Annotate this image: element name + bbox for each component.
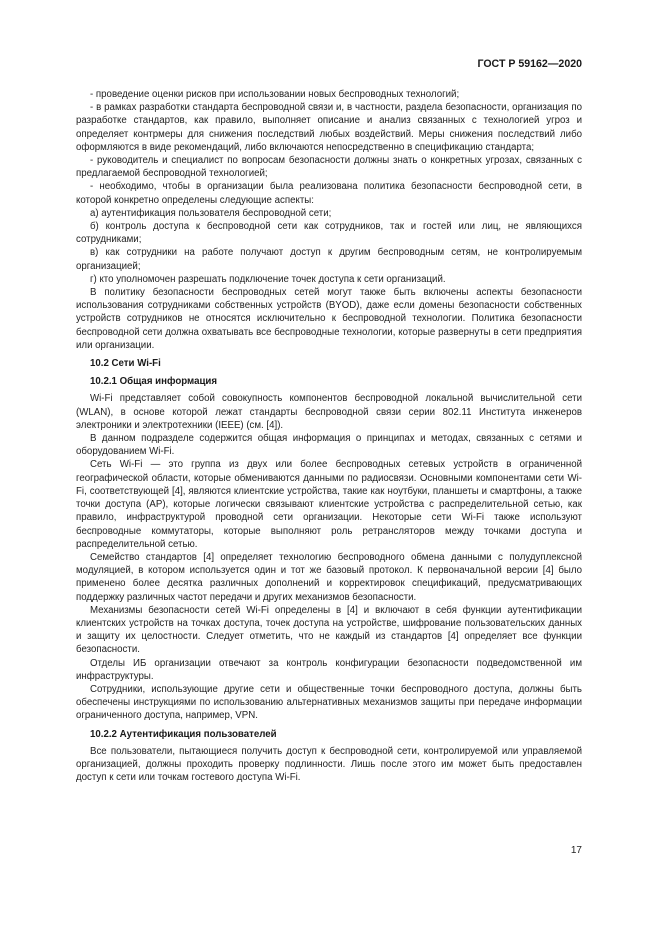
list-item-g: г) кто уполномочен разрешать подключение точек доступа к сети организаций. (90, 273, 446, 285)
byod-paragraph: В политику безопасности беспроводных сетей могут также быть включены аспекты безопасности использования сотрудниками собственных устройств (BYOD), даже если домены безопасности собственных устройств сотрудников не относятся исключительно к беспроводной технологии. Политика безопасности беспроводной сети должна охватывать все беспроводные технологии, которые развернуты в сети предприятия или организации. (76, 287, 582, 351)
section-heading-10-2-2: 10.2.2 Аутентификация пользователей (90, 728, 277, 740)
standard-header: ГОСТ Р 59162—2020 (477, 58, 582, 70)
list-item-security-policy: - необходимо, чтобы в организации была реализована политика безопасности беспроводной сети, в которой конкретно определены следующие аспекты: (76, 181, 582, 206)
list-item-a: а) аутентификация пользователя беспроводной сети; (90, 207, 332, 219)
list-item-b: б) контроль доступа к беспроводной сети как сотрудников, так и гостей или лиц, не являющихся сотрудниками; (76, 221, 582, 246)
paragraph: В данном подразделе содержится общая информация о принципах и методах, связанных с сетями и оборудованием Wi-Fi. (76, 433, 582, 458)
paragraph: Wi-Fi представляет собой совокупность компонентов беспроводной локальной вычислительной сети (WLAN), в основе которой лежат стандарты беспроводной связи серии 802.11 Института инженеров электроники и электротехники (IEEE) (см. [4]). (76, 393, 582, 431)
page-number: 17 (570, 845, 582, 856)
list-item-standard-development: - в рамках разработки стандарта беспроводной связи и, в частности, раздела безопасности, организация по разработке стандартов, как правило, выполняет описание и анализ связанных с технологией угроз и определяет контрмеры для снижения последствий любых воздействий. Меры снижения последствий либо оформляются в виде рекомендаций, либо включаются непосредственно в спецификацию стандарта; (76, 102, 582, 153)
paragraph: Механизмы безопасности сетей Wi-Fi определены в [4] и включают в себя функции аутентификации клиентских устройств на точках доступа, точек доступа на устройстве, шифрование пользовательских данных и защиту их целостности. Следует отметить, что не каждый из стандартов [4] определяет все функции безопасности. (76, 604, 582, 656)
paragraph: Отделы ИБ организации отвечают за контроль конфигурации безопасности подведомственной им инфраструктуры. (76, 657, 582, 682)
list-item-manager-awareness: - руководитель и специалист по вопросам безопасности должны знать о конкретных угрозах, связанных с предлагаемой беспроводной технологией; (76, 155, 582, 180)
list-item-v: в) как сотрудники на работе получают доступ к другим беспроводным сетям, не контролируемым организацией; (76, 247, 582, 272)
document-body (76, 88, 582, 784)
list-item-risk-assessment: - проведение оценки рисков при использовании новых беспроводных технологий; (90, 89, 460, 100)
paragraph: Сотрудники, использующие другие сети и общественные точки беспроводного доступа, должны быть обеспечены инструкциями по использованию альтернативных механизмов защиты при передаче информации ограниченного доступа, например, VPN. (76, 683, 582, 722)
paragraph: Сеть Wi-Fi — это группа из двух или более беспроводных сетевых устройств в ограниченной географической области, которые обмениваются данными по радиосвязи. Основными компонентами сети Wi-Fi, соответствующей [4], являются клиентские устройства, такие как ноутбуки, планшеты и смартфоны, а также точки доступа (AP), которые логически связывают клиентские устройства с распределительной сетью, как правило, инфраструктурой проводной сети организации. Некоторые сети Wi-Fi также используют беспроводные коммутаторы, которые выполняют роль ретрансляторов между точками доступа и распределительной сетью. (76, 459, 582, 550)
section-heading-10-2: 10.2 Сети Wi-Fi (90, 358, 161, 370)
paragraph: Семейство стандартов [4] определяет технологию беспроводного обмена данными с полудуплексной модуляцией, в котором используется один и тот же базовый протокол. К первоначальной версии [4] было применено более десятка различных дополнений и корректировок спецификаций, предусматривающих поддержку различных частот передачи и других механизмов безопасности. (76, 551, 582, 603)
paragraph: Все пользователи, пытающиеся получить доступ к беспроводной сети, контролируемой или управляемой организацией, должны проходить проверку подлинности. Лишь после этого им может быть предоставлен доступ к сети или точкам гостевого доступа Wi-Fi. (76, 745, 582, 784)
section-heading-10-2-1: 10.2.1 Общая информация (90, 376, 218, 388)
